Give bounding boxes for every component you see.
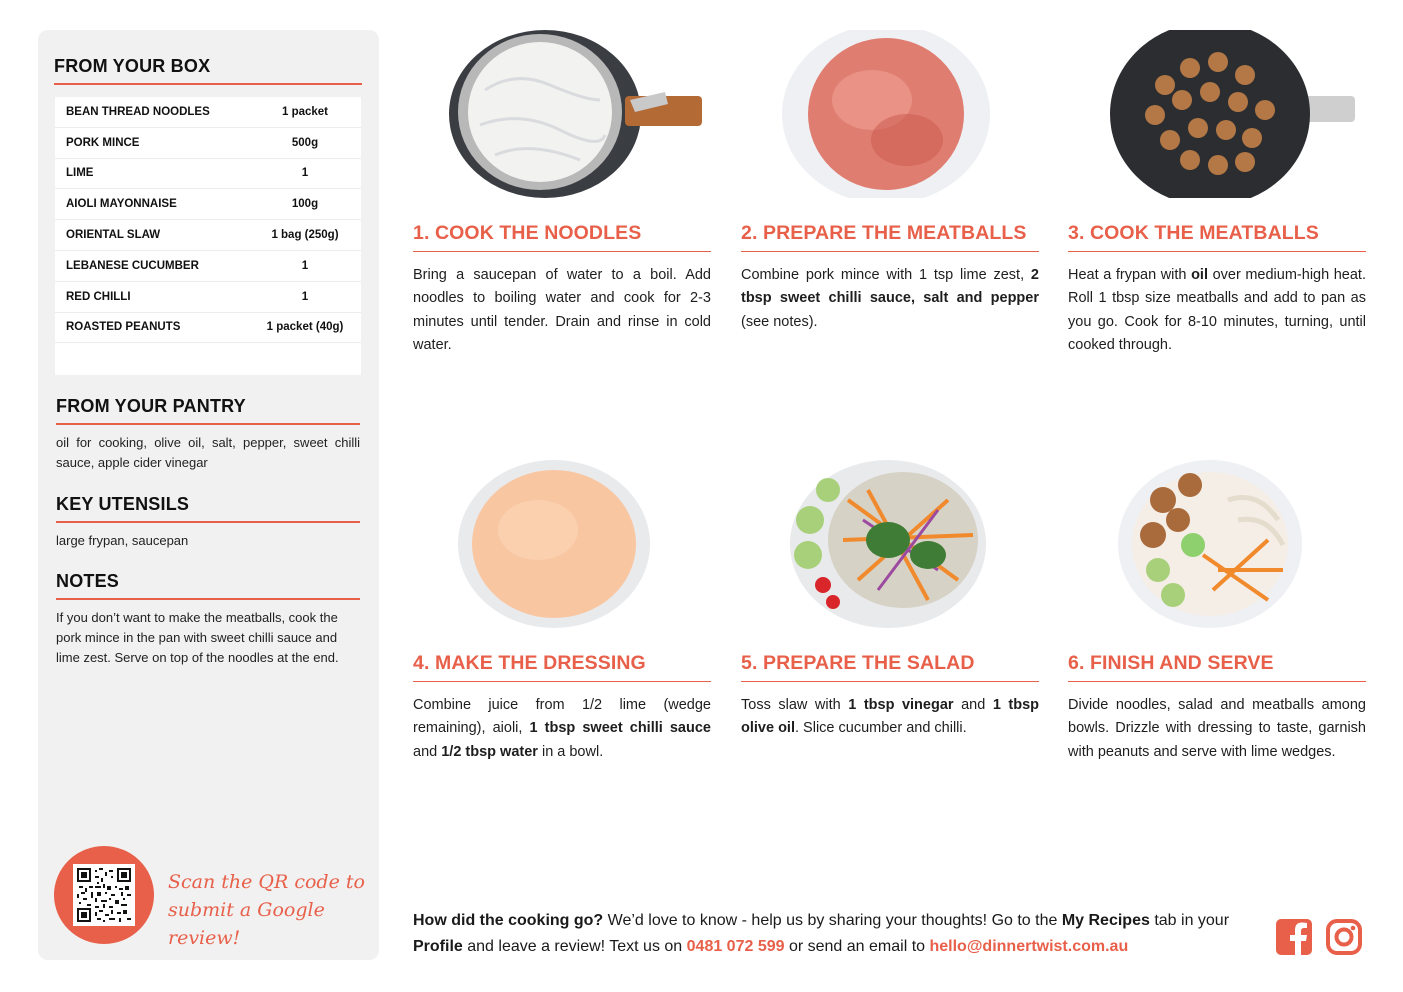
email-link[interactable]: hello@dinnertwist.com.au [929,937,1129,955]
step-text-run: in a bowl. [537,743,604,760]
ingredient-row [55,220,361,251]
ingredient-row [55,159,361,190]
step-3-title: 3. COOK THE MEATBALLS [1068,222,1366,252]
footer-text-1: We’d love to know - help us by sharing your thoughts! Go to the [603,912,1062,929]
qr-call-to-action [168,868,368,952]
qr-badge[interactable] [54,846,154,944]
ingredient-row [55,282,361,313]
step-6-text [1068,694,1366,764]
qr-cta-line-2: submit a Google review! [168,899,325,949]
step-4 [413,652,711,764]
step-5-title: 5. PREPARE THE SALAD [741,652,1039,682]
utensils-section [56,494,360,551]
utensils-text: large frypan, saucepan [56,533,189,548]
footer-text-3: and leave a review! Text us on [462,937,687,955]
notes-section [56,571,360,668]
notes-text: If you don’t want to make the meatballs, cook the pork mince in the pan with sweet chilli sauce and lime zest. Serve on top of the noodles at the end. [56,610,339,665]
step-6 [1068,652,1366,764]
from-your-box-heading: FROM YOUR BOX [54,56,362,85]
ingredient-name: LIME [66,167,94,180]
ingredient-name: LEBANESE CUCUMBER [66,259,199,272]
finished-dish-photo [1118,460,1303,628]
footer-profile: Profile [413,937,463,955]
ingredient-qty: 1 bag (250g) [271,229,339,242]
step-2-text [741,264,1039,334]
step-text-bold: 1 tbsp sweet chilli sauce [529,720,711,737]
step-text-run: Toss slaw with [741,697,849,713]
ingredients-panel [38,30,379,960]
step-text-run: and [953,697,993,713]
ingredient-name: RED CHILLI [66,290,131,303]
step-3 [1068,222,1366,357]
qr-cta-line-1: Scan the QR code to [168,871,365,893]
ingredient-qty: 100g [291,198,319,211]
utensils-heading: KEY UTENSILS [56,494,360,523]
ingredient-row [55,128,361,159]
ingredient-qty: 1 [301,167,309,180]
meatballs-pan-photo [1110,30,1355,198]
footer-my-recipes: My Recipes [1061,912,1150,929]
step-3-text [1068,264,1366,357]
step-5-text [741,694,1039,741]
step-text-run: Combine pork mince with 1 tsp lime zest, [741,267,1031,283]
step-text-run: Divide noodles, salad and meatballs among bowls. Drizzle with dressing to taste, garnish with peanuts and serve with lime wedges. [1068,697,1366,760]
pantry-text: oil for cooking, olive oil, salt, pepper, sweet chilli sauce, apple cider vinegar [56,435,360,470]
pantry-heading: FROM YOUR PANTRY [56,396,360,425]
step-1-text [413,264,711,357]
ingredient-name: BEAN THREAD NOODLES [66,105,210,118]
step-2 [741,222,1039,334]
step-text-run: and [413,743,442,760]
step-text-bold: oil [1191,267,1208,283]
ingredient-qty: 1 [301,290,309,303]
footer-text-2: tab in your [1149,912,1230,929]
pork-mince-photo [782,30,990,198]
step-1 [413,222,711,357]
ingredient-qty: 1 packet [281,105,329,118]
ingredients-table [55,97,361,375]
notes-heading: NOTES [56,571,360,600]
step-5 [741,652,1039,741]
step-text-run: Combine juice from 1/2 lime (wedge remaining), aioli, [413,697,711,737]
step-text-bold: 1/2 tbsp water [441,743,538,760]
ingredient-qty: 1 packet (40g) [266,321,344,334]
step-2-title: 2. PREPARE THE MEATBALLS [741,222,1039,252]
ingredient-row [55,251,361,282]
step-text-run: Bring a saucepan of water to a boil. Add noodles to boiling water and cook for 2-3 minutes until tender. Drain and rinse in cold water. [413,267,711,353]
ingredient-name: PORK MINCE [66,136,140,149]
step-6-title: 6. FINISH AND SERVE [1068,652,1366,682]
facebook-icon[interactable] [1275,918,1313,956]
salad-bowl-photo [788,460,988,628]
ingredient-row [55,97,361,128]
instagram-icon[interactable] [1325,918,1363,956]
step-text-run: (see notes). [741,313,818,330]
pantry-section [56,396,360,473]
ingredient-qty: 500g [291,136,319,149]
step-text-run: . Slice cucumber and chilli. [795,720,967,737]
step-text-bold: 2 tbsp sweet chilli sauce, salt and pepper [741,267,1039,307]
step-4-text [413,694,711,764]
ingredient-name: ORIENTAL SLAW [66,229,161,242]
ingredient-row [55,189,361,220]
noodles-photo [440,30,702,198]
ingredient-name: ROASTED PEANUTS [66,321,181,334]
dressing-bowl-photo [458,460,650,628]
footer-question: How did the cooking go? [413,912,604,929]
phone-link[interactable]: 0481 072 599 [686,937,785,955]
ingredient-qty: 1 [301,259,309,272]
qr-code-icon[interactable] [73,864,135,926]
ingredient-name: AIOLI MAYONNAISE [66,198,177,211]
step-text-run: over medium-high heat. Roll 1 tbsp size meatballs and add to pan as you go. Cook for 8-10 minutes, turning, until cooked through. [1068,267,1366,353]
feedback-footer [413,908,1258,959]
step-text-bold: 1 tbsp olive oil [741,697,1040,737]
ingredient-row [55,313,361,344]
step-4-title: 4. MAKE THE DRESSING [413,652,711,682]
step-1-title: 1. COOK THE NOODLES [413,222,711,252]
step-text-bold: 1 tbsp vinegar [848,697,954,713]
step-text-run: Heat a frypan with [1068,267,1192,283]
footer-text-4: or send an email to [784,937,930,955]
